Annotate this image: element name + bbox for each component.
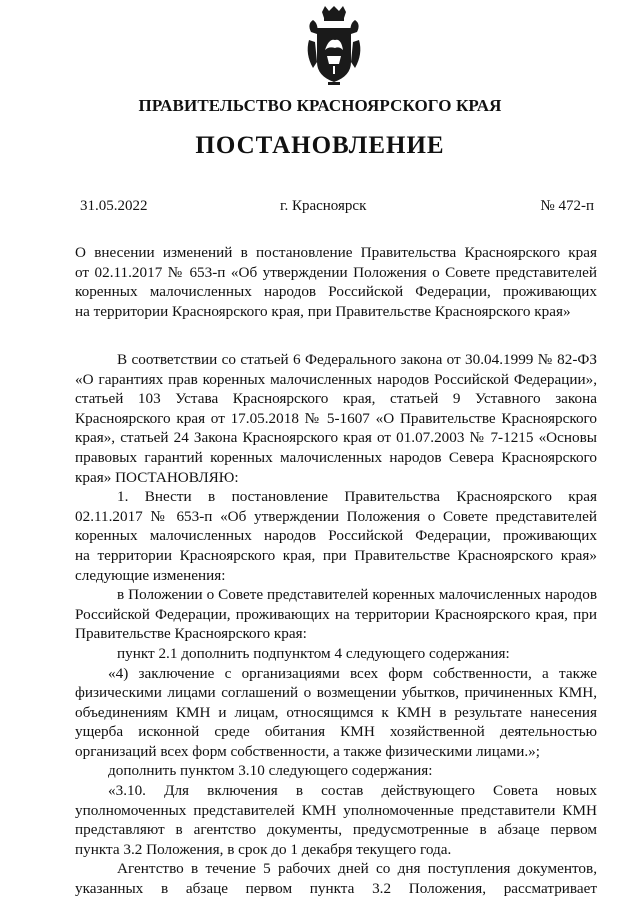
body-line: Правительстве Красноярского края:: [75, 625, 307, 643]
body-line: пункта 3.2 Положения, в срок до 1 декабря текущего года.: [75, 840, 452, 858]
body-line: края» ПОСТАНОВЛЯЮ:: [75, 468, 239, 486]
subject-line: коренных малочисленных народов Российской Федерации, проживающих: [75, 283, 597, 301]
coat-of-arms-emblem: [305, 6, 363, 86]
body-line: «О гарантиях прав коренных малочисленных народов Российской Федерации»,: [75, 370, 597, 388]
body-line: уполномоченных представителей КМН уполномоченные представители КМН: [75, 801, 597, 819]
document-number: № 472-п: [540, 198, 594, 214]
body-line: Красноярского края от 17.05.2018 № 5-1607 «О Правительстве Красноярского: [75, 409, 597, 427]
organization-title: ПРАВИТЕЛЬСТВО КРАСНОЯРСКОГО КРАЯ: [138, 96, 502, 115]
document-body: [75, 350, 597, 899]
body-line: статьей 103 Устава Красноярского края, статьей 9 Уставного закона: [75, 390, 597, 408]
subject-line: на территории Красноярского края, при Правительстве Красноярского края»: [75, 302, 571, 320]
document-city: г. Красноярск: [280, 198, 367, 214]
body-line: «4) заключение с организациями всех форм собственности, а также: [108, 664, 597, 682]
body-line: ущерба исконной среде обитания КМН хозяйственной деятельностью: [75, 723, 597, 741]
body-line: В соответствии со статьей 6 Федерального закона от 30.04.1999 № 82-ФЗ: [117, 351, 597, 368]
body-line: на территории Красноярского края, при Правительстве Красноярского края»: [75, 546, 597, 564]
body-line: следующие изменения:: [75, 566, 226, 584]
body-line: 1. Внести в постановление Правительства Красноярского края: [117, 488, 597, 506]
subject-line: О внесении изменений в постановление Правительства Красноярского края: [75, 244, 597, 261]
body-line: указанных в абзаце первом пункта 3.2 Положения, рассматривает: [75, 880, 597, 898]
body-line: Российской Федерации, проживающих на территории Красноярского края, при: [75, 605, 597, 623]
body-line: Агентство в течение 5 рабочих дней со дня поступления документов,: [117, 860, 597, 878]
body-line: коренных малочисленных народов Российской Федерации, проживающих: [75, 527, 597, 545]
document-type-title: ПОСТАНОВЛЕНИЕ: [195, 132, 445, 159]
body-line: пункт 2.1 дополнить подпунктом 4 следующего содержания:: [117, 644, 510, 662]
body-line: представляют в агентство документы, предусмотренные в абзаце первом: [75, 821, 597, 839]
body-line: в Положении о Совете представителей коренных малочисленных народов: [117, 586, 597, 604]
body-line: правовых гарантий коренных малочисленных народов Севера Красноярского: [75, 448, 597, 466]
body-line: физическими лицами соглашений о возмещении убытков, причиненных КМН,: [75, 684, 597, 702]
body-line: 02.11.2017 № 653-п «Об утверждении Положения о Совете представителей: [75, 507, 597, 525]
body-line: организаций всех форм собственности, а также физическими лицами.»;: [75, 742, 540, 760]
body-line: края», статьей 24 Закона Красноярского края от 01.07.2003 № 7-1215 «Основы: [75, 429, 597, 447]
body-line: «3.10. Для включения в состав действующего Совета новых: [108, 782, 597, 800]
subject-line: от 02.11.2017 № 653-п «Об утверждении Положения о Совете представителей: [75, 263, 597, 281]
body-line: дополнить пунктом 3.10 следующего содержания:: [108, 762, 433, 780]
document-date: 31.05.2022: [80, 198, 148, 214]
body-line: объединениям КМН и лицам, относящимся к КМН в результате нанесения: [75, 703, 597, 721]
document-subject: [75, 243, 597, 321]
